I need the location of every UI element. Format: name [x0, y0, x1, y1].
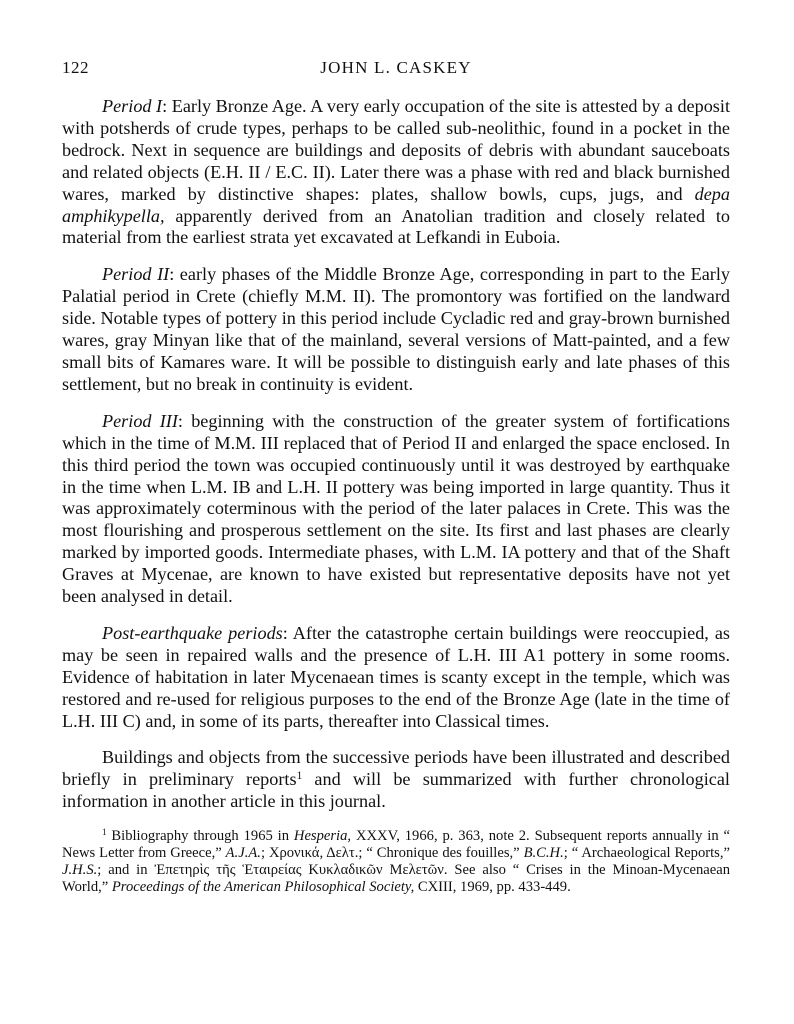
footnote-text: ; and in Ἐπετηρὶς τῆς Ἑταιρείας Κυκλαδικῶν Μελετῶν. See also “ Crises in the Minoan-Mycenaean World,” [62, 862, 730, 896]
footnote-text: XXXV, 1966, p. 363, note 2. Subsequent reports annually in “ News Letter from Greece,” [62, 828, 730, 862]
paragraph-text: : early phases of the Middle Bronze Age, corresponding in part to the Early Palatial period in Crete (chiefly M.M. II). The promontory was fortified on the landward side. Notable types of pottery in this period include Cycladic red and gray-brown burnished wares, gray Minyan like that of the mainland, several versions of Matt-painted, and a few small bits of Kamares ware. It will be possible to distinguish early and late phases of this settlement, but no break in continuity is evident. [62, 264, 730, 394]
footnote-italic: Hesperia, [293, 828, 352, 845]
paragraph-label: Period I [102, 96, 163, 116]
footnote-italic: Proceedings of the American Philosophical Society, [111, 879, 415, 896]
footnote-text: ; Χρονικά, Δελτ.; “ Chronique des fouilles,” [260, 845, 524, 862]
paragraph-text-end: apparently derived from an Anatolian tradition and closely related to material from the earliest strata yet excavated at Lefkandi in Euboia. [62, 205, 730, 248]
page [62, 58, 730, 896]
footnote-text: ; “ Archaeological Reports,” [563, 845, 730, 862]
paragraph-period-2 [62, 264, 730, 395]
running-head: JOHN L. CASKEY [320, 58, 472, 77]
footnote-italic: J.H.S. [62, 862, 98, 879]
footnote-text: Bibliography through 1965 in [106, 828, 294, 845]
body-text [62, 96, 730, 813]
footnote-text: CXIII, 1969, pp. 433-449. [414, 879, 571, 896]
paragraph-text: : Early Bronze Age. A very early occupation of the site is attested by a deposit with potsherds of crude types, perhaps to be called sub-neolithic, found in a pocket in the bedrock. Next in sequence are buildings and deposits of debris with abundant sauceboats and related objects (E.H. II / E.C. II). Later there was a phase with red and black burnished wares, marked by distinctive shapes: plates, shallow bowls, cups, jugs, and [62, 96, 730, 204]
page-number: 122 [62, 58, 89, 77]
footnotes [62, 828, 730, 896]
footnote-number: 1 [102, 827, 107, 838]
paragraph-text: Buildings and objects from the successive periods have been illustrated and described briefly in preliminary reports [62, 747, 730, 790]
footnote-1 [62, 828, 730, 896]
page-header [62, 58, 730, 84]
paragraph-italic-term: depa amphikypella, [62, 183, 730, 226]
paragraph-period-3 [62, 411, 730, 608]
footnote-italic: B.C.H. [523, 845, 564, 862]
paragraph-label: Post-earthquake periods [102, 622, 283, 643]
paragraph-text: : beginning with the construction of the greater system of fortifications which in the time of M.M. III replaced that of Period II and enlarged the space enclosed. In this third period the town was occupied continuously until it was destroyed by earthquake in the time when L.M. IB and L.H. II pottery was being imported in large quantity. Thus it was approximately coterminous with the period of the later palaces in Crete. This was the most flourishing and prosperous settlement on the site. Its first and last phases are clearly marked by imported goods. Intermediate phases, with L.M. IA pottery and that of the Shaft Graves at Mycenae, are known to have existed but representative deposits have not yet been analysed in detail. [62, 410, 731, 607]
paragraph-text: : After the catastrophe certain buildings were reoccupied, as may be seen in repaired walls and the presence of L.H. III A1 pottery in some rooms. Evidence of habitation in later Mycenaean times is scanty except in the temple, which was restored and re-used for religious purposes to the end of the Bronze Age (late in the time of L.H. III C) and, in some of its parts, thereafter into Classical times. [62, 622, 730, 731]
paragraph-text-end: and will be summarized with further chronological information in another article in this journal. [62, 769, 730, 812]
paragraph-period-1 [62, 96, 730, 249]
footnote-italic: A.J.A. [225, 845, 261, 862]
paragraph-label: Period II [102, 264, 170, 285]
paragraph-label: Period III [102, 410, 178, 431]
paragraph-post-earthquake [62, 623, 730, 733]
footnote-reference: 1 [296, 770, 303, 783]
paragraph-buildings [62, 747, 730, 813]
